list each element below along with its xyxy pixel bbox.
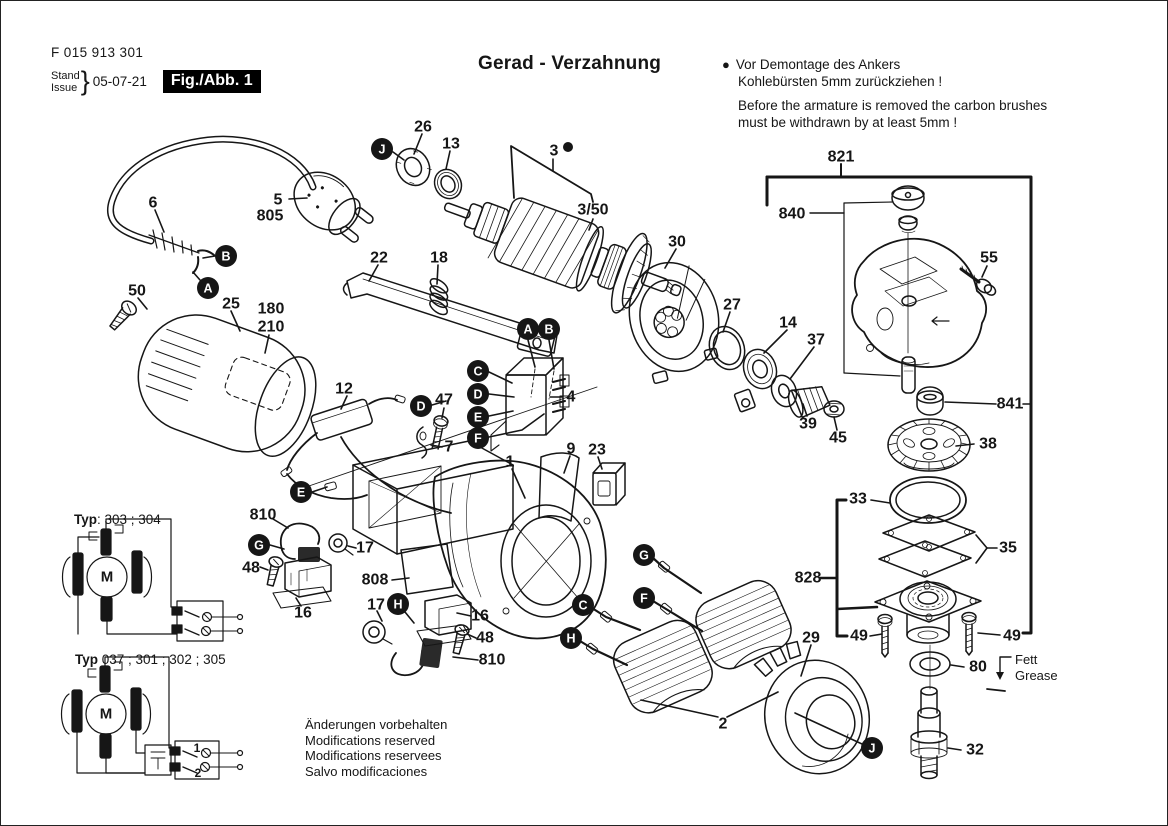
- svg-text:D: D: [473, 387, 483, 402]
- leader-line: [795, 713, 862, 744]
- footer-line-fr: Modifications reservees: [305, 748, 442, 763]
- air-baffle-29: [748, 629, 882, 785]
- part-label-810: 810: [478, 651, 506, 669]
- leader-line: [512, 469, 525, 498]
- grease-note-en: Grease: [1015, 668, 1058, 683]
- svg-text:A: A: [523, 322, 533, 337]
- callout-D: [410, 395, 432, 417]
- footer-line-de: Änderungen vorbehalten: [305, 717, 448, 732]
- svg-text:F: F: [474, 431, 482, 446]
- notice-de-line1: Vor Demontage des Ankers: [735, 57, 901, 72]
- notice-de-line2: Kohlebürsten 5mm zurückziehen !: [738, 74, 943, 89]
- leader-line: [1000, 657, 1011, 674]
- callout-C: [572, 594, 594, 616]
- leader-line: [393, 152, 404, 160]
- leader-line: [341, 396, 347, 409]
- part-label-3-50: 3/50: [577, 201, 609, 219]
- callout-G: [633, 544, 655, 566]
- field-coil-upper: [690, 574, 798, 675]
- issue-date: 05-07-21: [92, 74, 147, 89]
- leader-line: [392, 578, 409, 580]
- leader-line: [790, 347, 814, 379]
- part-label-1: 1: [505, 453, 515, 471]
- schematic-typ1-heading: [74, 512, 161, 527]
- svg-text:D: D: [416, 399, 426, 414]
- screw-50: [106, 298, 139, 333]
- part-label-27: 27: [723, 296, 741, 314]
- leader-line: [489, 414, 544, 437]
- part-label-33: 33: [849, 490, 867, 508]
- leader-line: [951, 665, 964, 667]
- grommet-840: [892, 186, 924, 233]
- part-label-14: 14: [779, 314, 797, 332]
- part-label-50: 50: [128, 282, 146, 300]
- part-label-4: 4: [566, 388, 576, 406]
- leader-line: [727, 692, 778, 717]
- part-label-210: 210: [257, 318, 285, 336]
- part-label-810: 810: [249, 506, 277, 524]
- pinion-39: [786, 380, 831, 419]
- callout-G: [248, 534, 270, 556]
- svg-text:B: B: [221, 249, 231, 264]
- grease-note-de: Fett: [1015, 652, 1038, 667]
- clip-7: [417, 427, 427, 458]
- part-label-821: 821: [827, 148, 855, 166]
- part-label-37: 37: [807, 331, 825, 349]
- part-label-47: 47: [435, 391, 453, 409]
- leader-line: [767, 177, 1031, 633]
- bearing-13: [429, 165, 466, 204]
- spindle-32: [911, 645, 947, 779]
- part-label-49: 49: [1003, 627, 1021, 645]
- gear-housing: [852, 233, 986, 367]
- footer-line-es: Salvo modificaciones: [305, 763, 428, 779]
- schematic-typ2: [62, 657, 243, 779]
- leader-line: [665, 249, 676, 268]
- part-label-12: 12: [335, 380, 353, 398]
- leader-line: [489, 372, 512, 383]
- leader-line: [289, 198, 307, 199]
- leader-line: [155, 210, 164, 232]
- callout-A: [517, 318, 539, 340]
- part-label-840: 840: [778, 205, 806, 223]
- part-label-49: 49: [850, 627, 868, 645]
- typ1-models: : 303 ; 304: [97, 512, 161, 527]
- carbon-brush-notice: [722, 56, 1152, 131]
- part-label-35: 35: [999, 539, 1017, 557]
- leader-line: [138, 298, 147, 309]
- part-label-9: 9: [566, 440, 576, 458]
- part-label-1: 1: [193, 741, 201, 755]
- leader-line: [405, 612, 414, 623]
- part-label-2: 2: [194, 766, 202, 780]
- svg-text:E: E: [473, 410, 483, 425]
- part-label-5: 5: [273, 191, 283, 209]
- leader-line: [348, 546, 356, 548]
- part-label-48: 48: [242, 559, 260, 577]
- schematic-typ1: [63, 519, 243, 641]
- screw-49-right: [962, 613, 976, 656]
- leader-line: [203, 256, 215, 258]
- ring-26: [390, 143, 436, 192]
- key-block: [734, 389, 756, 412]
- leader-line: [978, 633, 1000, 635]
- part-label-13: 13: [442, 135, 460, 153]
- part-label-17: 17: [356, 539, 374, 557]
- footer-line-en: Modifications reserved: [305, 732, 436, 748]
- leader-line: [987, 689, 1005, 691]
- leader-line: [764, 330, 787, 353]
- part-label-808: 808: [361, 571, 389, 589]
- leader-line: [871, 500, 890, 503]
- leader-line: [653, 558, 701, 593]
- part-label-3: 3: [549, 142, 559, 160]
- part-label-841: 841: [996, 395, 1024, 413]
- part-label-M: M: [100, 568, 114, 586]
- document-number: F 015 913 301: [51, 45, 144, 60]
- clamp-bar-22: [344, 273, 558, 357]
- leader-line: [312, 487, 327, 492]
- callout-E: [467, 406, 489, 428]
- leader-line: [446, 151, 450, 169]
- part-label-7: 7: [444, 438, 454, 456]
- leader-line: [457, 613, 471, 616]
- clip-23: [593, 463, 625, 505]
- leader-line: [837, 500, 847, 636]
- part-label-2: 2: [718, 715, 728, 733]
- part-label-55: 55: [980, 249, 998, 267]
- svg-text:J: J: [868, 741, 876, 756]
- leader-line: [976, 535, 987, 563]
- svg-text:G: G: [639, 548, 649, 563]
- motor-cover-25: [123, 299, 331, 471]
- screw-49-left: [878, 615, 892, 658]
- leader-line: [231, 311, 240, 331]
- part-label-30: 30: [668, 233, 686, 251]
- bullet-icon: ●: [722, 57, 730, 72]
- leader-line: [844, 202, 892, 203]
- callout-H: [560, 627, 582, 649]
- callout-J: [861, 737, 883, 759]
- callout-F: [633, 587, 655, 609]
- leader-line: [870, 634, 882, 636]
- part-label-180: 180: [257, 300, 285, 318]
- bearing-flange: [875, 581, 981, 643]
- svg-text:H: H: [393, 597, 403, 612]
- modifications-note: [305, 717, 447, 779]
- callout-A: [197, 277, 219, 299]
- callout-C: [467, 360, 489, 382]
- part-label-80: 80: [969, 658, 987, 676]
- leader-line: [193, 272, 200, 280]
- part-label-16: 16: [471, 607, 489, 625]
- gaskets-35: [879, 515, 975, 577]
- page-title: Gerad - Verzahnung: [478, 53, 662, 74]
- part-label-32: 32: [966, 741, 984, 759]
- leader-line: [260, 567, 268, 570]
- notice-en-line1: Before the armature is removed the carbon brushes: [738, 98, 1048, 113]
- typ2-prefix: Typ: [75, 652, 98, 667]
- leader-line: [945, 402, 996, 404]
- armature-3: [431, 167, 695, 331]
- part-label-38: 38: [979, 435, 997, 453]
- svg-text:B: B: [544, 322, 554, 337]
- part-label-48: 48: [476, 629, 494, 647]
- brace-glyph: }: [80, 66, 90, 96]
- part-label-M: M: [99, 705, 113, 723]
- part-label-26: 26: [414, 118, 432, 136]
- part-labels-layer: [100, 119, 1024, 781]
- leader-line: [948, 748, 961, 750]
- stand-label: Stand: [51, 69, 80, 82]
- leader-line: [723, 312, 730, 332]
- callout-E: [290, 481, 312, 503]
- mains-plug: [283, 160, 380, 252]
- power-cord: [110, 139, 313, 273]
- svg-text:A: A: [203, 281, 213, 296]
- part-label-25: 25: [222, 295, 240, 313]
- part-label-22: 22: [370, 249, 388, 267]
- leader-line: [641, 700, 718, 717]
- fan-guard-30: [618, 253, 731, 386]
- leader-line: [467, 634, 476, 638]
- callout-J: [371, 138, 393, 160]
- screw-48-top: [263, 555, 284, 587]
- switch-4: [491, 358, 569, 451]
- nut-45: [824, 401, 844, 417]
- part-label-16: 16: [294, 604, 312, 622]
- callout-D: [467, 383, 489, 405]
- notice-en-line2: must be withdrawn by at least 5mm !: [738, 115, 958, 130]
- leader-line: [489, 394, 514, 397]
- bearing-841: [917, 387, 943, 415]
- part-label-29: 29: [802, 629, 820, 647]
- callout-F: [467, 427, 489, 449]
- svg-text:G: G: [254, 538, 264, 553]
- leader-line: [489, 411, 513, 416]
- part-label-805: 805: [256, 207, 284, 225]
- leader-line: [844, 373, 900, 376]
- svg-text:H: H: [566, 631, 576, 646]
- leader-line: [369, 265, 378, 281]
- svg-text:C: C: [578, 598, 588, 613]
- grease-note: [1015, 652, 1058, 684]
- part-label-17: 17: [367, 596, 385, 614]
- svg-text:E: E: [296, 485, 306, 500]
- svg-text:F: F: [640, 591, 648, 606]
- figure-label: Fig./Abb. 1: [163, 70, 261, 93]
- callout-H: [387, 593, 409, 615]
- svg-text:J: J: [378, 142, 386, 157]
- issue-label: Issue: [51, 81, 78, 94]
- leader-line: [834, 417, 837, 430]
- typ2-models: 037 ; 301 ; 302 ; 305: [98, 652, 226, 667]
- schematic-typ2-heading: [75, 652, 226, 667]
- leader-line: [592, 608, 640, 630]
- part-label-18: 18: [430, 249, 448, 267]
- leader-line: [437, 265, 438, 284]
- brush-set-top: [273, 524, 353, 608]
- pin-840: [902, 357, 915, 393]
- part-label-828: 828: [794, 569, 822, 587]
- svg-text:C: C: [473, 364, 483, 379]
- leader-line: [453, 657, 478, 660]
- part-label-6: 6: [148, 194, 158, 212]
- leader-line: [982, 266, 987, 277]
- leader-line: [956, 444, 974, 446]
- index-dot: [563, 142, 573, 152]
- callout-B: [538, 318, 560, 340]
- typ1-prefix: Typ: [74, 512, 97, 527]
- header-block: [51, 45, 261, 97]
- callout-B: [215, 245, 237, 267]
- leader-line: [837, 607, 877, 609]
- part-label-23: 23: [588, 441, 606, 459]
- crown-gear-38: [888, 419, 970, 471]
- part-label-39: 39: [799, 415, 817, 433]
- leader-line: [564, 456, 570, 473]
- part-label-45: 45: [829, 429, 847, 447]
